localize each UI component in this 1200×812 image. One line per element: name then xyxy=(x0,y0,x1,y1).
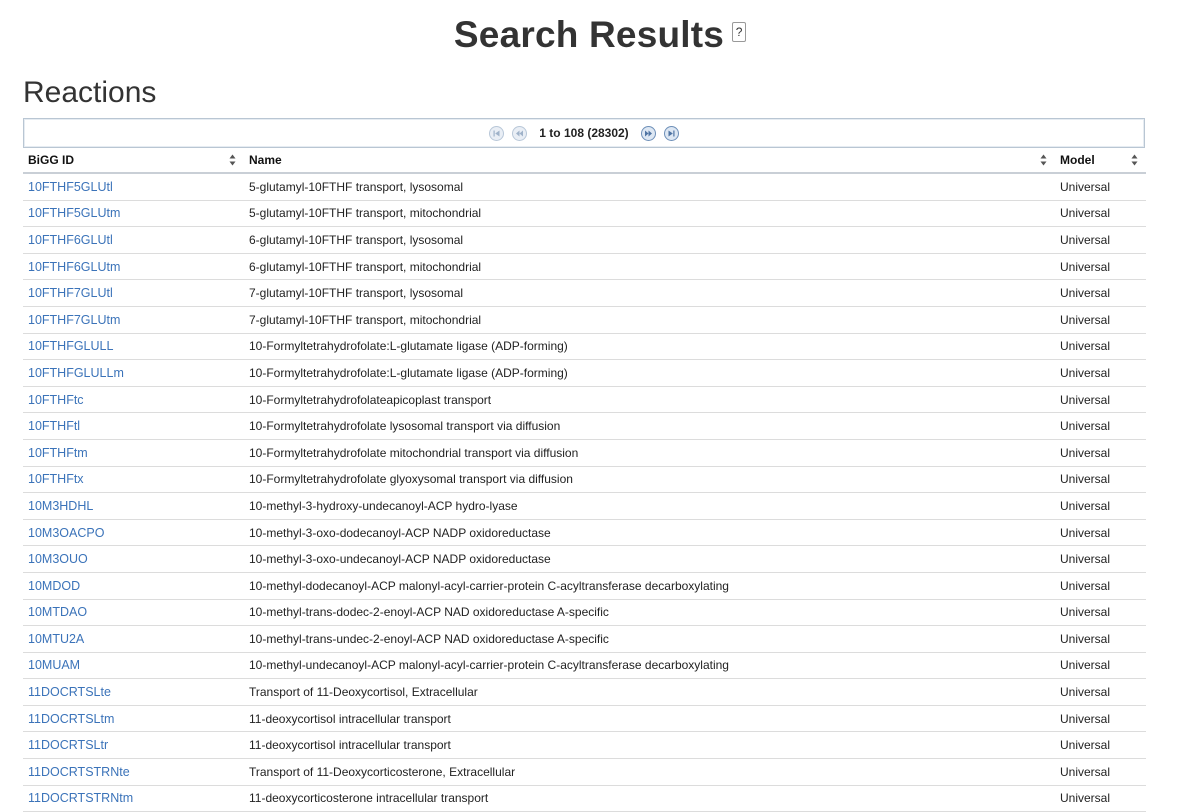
cell-model: Universal xyxy=(1055,759,1146,786)
reaction-id-link[interactable]: 10MTU2A xyxy=(28,631,85,646)
reaction-id-link[interactable]: 11DOCRTSTRNtm xyxy=(28,791,134,806)
cell-model: Universal xyxy=(1055,466,1146,493)
reaction-id-link[interactable]: 10FTHF5GLUtl xyxy=(28,179,113,194)
reaction-id-link[interactable]: 10FTHFtm xyxy=(28,445,88,460)
table-row xyxy=(23,413,1146,440)
reaction-id-link[interactable]: 10FTHFtx xyxy=(28,472,84,487)
cell-bigg-id xyxy=(23,759,244,786)
cell-bigg-id xyxy=(23,200,244,227)
sort-icon[interactable] xyxy=(1131,154,1138,166)
table-row xyxy=(23,759,1146,786)
table-row xyxy=(23,546,1146,573)
cell-name: 10-methyl-undecanoyl-ACP malonyl-acyl-carrier-protein C-acyltransferase decarboxylating xyxy=(244,652,1055,679)
table-row xyxy=(23,227,1146,254)
cell-bigg-id xyxy=(23,333,244,360)
cell-name: 10-Formyltetrahydrofolate glyoxysomal transport via diffusion xyxy=(244,466,1055,493)
sort-icon[interactable] xyxy=(229,154,236,166)
cell-name: 7-glutamyl-10FTHF transport, lysosomal xyxy=(244,280,1055,307)
reaction-id-link[interactable]: 11DOCRTSLtr xyxy=(28,738,109,753)
cell-bigg-id xyxy=(23,519,244,546)
cell-name: 10-Formyltetrahydrofolate mitochondrial transport via diffusion xyxy=(244,439,1055,466)
column-header-label: Name xyxy=(249,153,282,167)
cell-bigg-id xyxy=(23,360,244,387)
reaction-id-link[interactable]: 10FTHFGLULL xyxy=(28,339,114,354)
cell-model: Universal xyxy=(1055,519,1146,546)
cell-name: 7-glutamyl-10FTHF transport, mitochondrial xyxy=(244,306,1055,333)
cell-model: Universal xyxy=(1055,386,1146,413)
cell-model: Universal xyxy=(1055,679,1146,706)
pagination-range: 1 to 108 (28302) xyxy=(539,126,629,140)
cell-name: 10-Formyltetrahydrofolateapicoplast transport xyxy=(244,386,1055,413)
cell-name: 6-glutamyl-10FTHF transport, mitochondrial xyxy=(244,253,1055,280)
table-row xyxy=(23,519,1146,546)
cell-name: 10-methyl-3-hydroxy-undecanoyl-ACP hydro-lyase xyxy=(244,493,1055,520)
previous-page-icon[interactable] xyxy=(512,126,527,141)
cell-name: 11-deoxycortisol intracellular transport xyxy=(244,705,1055,732)
cell-name: 11-deoxycortisol intracellular transport xyxy=(244,732,1055,759)
cell-name: 10-Formyltetrahydrofolate lysosomal transport via diffusion xyxy=(244,413,1055,440)
sort-icon[interactable] xyxy=(1040,154,1047,166)
table-row xyxy=(23,626,1146,653)
reaction-id-link[interactable]: 11DOCRTSLte xyxy=(28,685,111,700)
reaction-id-link[interactable]: 10MUAM xyxy=(28,658,81,673)
table-row xyxy=(23,652,1146,679)
reaction-id-link[interactable]: 10M3OUO xyxy=(28,552,88,567)
column-header-name[interactable] xyxy=(244,148,1055,173)
cell-bigg-id xyxy=(23,386,244,413)
reaction-id-link[interactable]: 10FTHF5GLUtm xyxy=(28,206,121,221)
cell-bigg-id xyxy=(23,679,244,706)
section-title-reactions: Reactions xyxy=(23,76,157,109)
cell-model: Universal xyxy=(1055,626,1146,653)
cell-model: Universal xyxy=(1055,360,1146,387)
reaction-id-link[interactable]: 10FTHF6GLUtl xyxy=(28,232,113,247)
cell-bigg-id xyxy=(23,173,244,200)
cell-model: Universal xyxy=(1055,546,1146,573)
cell-model: Universal xyxy=(1055,785,1146,812)
cell-name: 6-glutamyl-10FTHF transport, lysosomal xyxy=(244,227,1055,254)
table-body xyxy=(23,173,1146,812)
cell-bigg-id xyxy=(23,626,244,653)
cell-model: Universal xyxy=(1055,493,1146,520)
table-row xyxy=(23,679,1146,706)
table-row xyxy=(23,173,1146,200)
pagination-bar xyxy=(23,118,1145,148)
cell-model: Universal xyxy=(1055,652,1146,679)
cell-bigg-id xyxy=(23,705,244,732)
table-row xyxy=(23,732,1146,759)
table-row xyxy=(23,333,1146,360)
cell-bigg-id xyxy=(23,253,244,280)
table-row xyxy=(23,439,1146,466)
cell-model: Universal xyxy=(1055,413,1146,440)
cell-model: Universal xyxy=(1055,306,1146,333)
reaction-id-link[interactable]: 10FTHFtc xyxy=(28,392,84,407)
cell-name: 11-deoxycorticosterone intracellular transport xyxy=(244,785,1055,812)
reaction-id-link[interactable]: 10M3OACPO xyxy=(28,525,105,540)
cell-name: 10-methyl-3-oxo-dodecanoyl-ACP NADP oxidoreductase xyxy=(244,519,1055,546)
table-row xyxy=(23,386,1146,413)
cell-model: Universal xyxy=(1055,333,1146,360)
cell-model: Universal xyxy=(1055,227,1146,254)
cell-name: 10-methyl-trans-undec-2-enoyl-ACP NAD oxidoreductase A-specific xyxy=(244,626,1055,653)
page-header xyxy=(0,14,1200,62)
cell-bigg-id xyxy=(23,280,244,307)
cell-bigg-id xyxy=(23,493,244,520)
cell-name: 10-methyl-trans-dodec-2-enoyl-ACP NAD oxidoreductase A-specific xyxy=(244,599,1055,626)
reaction-id-link[interactable]: 10FTHF6GLUtm xyxy=(28,259,121,274)
reactions-table xyxy=(23,148,1146,812)
cell-model: Universal xyxy=(1055,572,1146,599)
cell-bigg-id xyxy=(23,572,244,599)
table-row xyxy=(23,360,1146,387)
cell-model: Universal xyxy=(1055,253,1146,280)
reaction-id-link[interactable]: 10FTHF7GLUtm xyxy=(28,312,121,327)
cell-bigg-id xyxy=(23,599,244,626)
reaction-id-link[interactable]: 11DOCRTSLtm xyxy=(28,711,115,726)
table-row xyxy=(23,705,1146,732)
cell-name: Transport of 11-Deoxycortisol, Extracellular xyxy=(244,679,1055,706)
table-header-row xyxy=(23,148,1146,173)
column-header-model[interactable] xyxy=(1055,148,1146,173)
cell-name: Transport of 11-Deoxycorticosterone, Extracellular xyxy=(244,759,1055,786)
cell-model: Universal xyxy=(1055,280,1146,307)
cell-model: Universal xyxy=(1055,599,1146,626)
cell-model: Universal xyxy=(1055,732,1146,759)
cell-bigg-id xyxy=(23,306,244,333)
next-page-icon[interactable] xyxy=(641,126,656,141)
cell-name: 10-Formyltetrahydrofolate:L-glutamate ligase (ADP-forming) xyxy=(244,333,1055,360)
cell-bigg-id xyxy=(23,785,244,812)
reaction-id-link[interactable]: 10MTDAO xyxy=(28,605,88,620)
cell-bigg-id xyxy=(23,439,244,466)
column-header-label: BiGG ID xyxy=(28,153,75,167)
reaction-id-link[interactable]: 11DOCRTSTRNte xyxy=(28,764,130,779)
cell-name: 10-Formyltetrahydrofolate:L-glutamate ligase (ADP-forming) xyxy=(244,360,1055,387)
cell-bigg-id xyxy=(23,652,244,679)
first-page-icon[interactable] xyxy=(489,126,504,141)
cell-name: 10-methyl-3-oxo-undecanoyl-ACP NADP oxidoreductase xyxy=(244,546,1055,573)
reaction-id-link[interactable]: 10MDOD xyxy=(28,578,81,593)
cell-model: Universal xyxy=(1055,173,1146,200)
cell-bigg-id xyxy=(23,546,244,573)
table-row xyxy=(23,280,1146,307)
table-row xyxy=(23,306,1146,333)
column-header-bigg-id[interactable] xyxy=(23,148,244,173)
cell-model: Universal xyxy=(1055,439,1146,466)
cell-bigg-id xyxy=(23,732,244,759)
cell-bigg-id xyxy=(23,413,244,440)
column-header-label: Model xyxy=(1060,153,1095,167)
cell-bigg-id xyxy=(23,227,244,254)
cell-name: 5-glutamyl-10FTHF transport, lysosomal xyxy=(244,173,1055,200)
table-row xyxy=(23,599,1146,626)
reaction-id-link[interactable]: 10M3HDHL xyxy=(28,498,94,513)
reaction-id-link[interactable]: 10FTHFtl xyxy=(28,419,81,434)
table-row xyxy=(23,253,1146,280)
cell-model: Universal xyxy=(1055,200,1146,227)
reaction-id-link[interactable]: 10FTHF7GLUtl xyxy=(28,286,113,301)
cell-name: 5-glutamyl-10FTHF transport, mitochondrial xyxy=(244,200,1055,227)
table-row xyxy=(23,466,1146,493)
table-row xyxy=(23,200,1146,227)
reaction-id-link[interactable]: 10FTHFGLULLm xyxy=(28,365,124,380)
last-page-icon[interactable] xyxy=(664,126,679,141)
table-row xyxy=(23,493,1146,520)
page-title: Search Results xyxy=(453,14,725,55)
cell-model: Universal xyxy=(1055,705,1146,732)
cell-bigg-id xyxy=(23,466,244,493)
table-row xyxy=(23,572,1146,599)
cell-name: 10-methyl-dodecanoyl-ACP malonyl-acyl-carrier-protein C-acyltransferase decarboxylating xyxy=(244,572,1055,599)
table-row xyxy=(23,785,1146,812)
help-icon[interactable]: ? xyxy=(732,22,746,42)
